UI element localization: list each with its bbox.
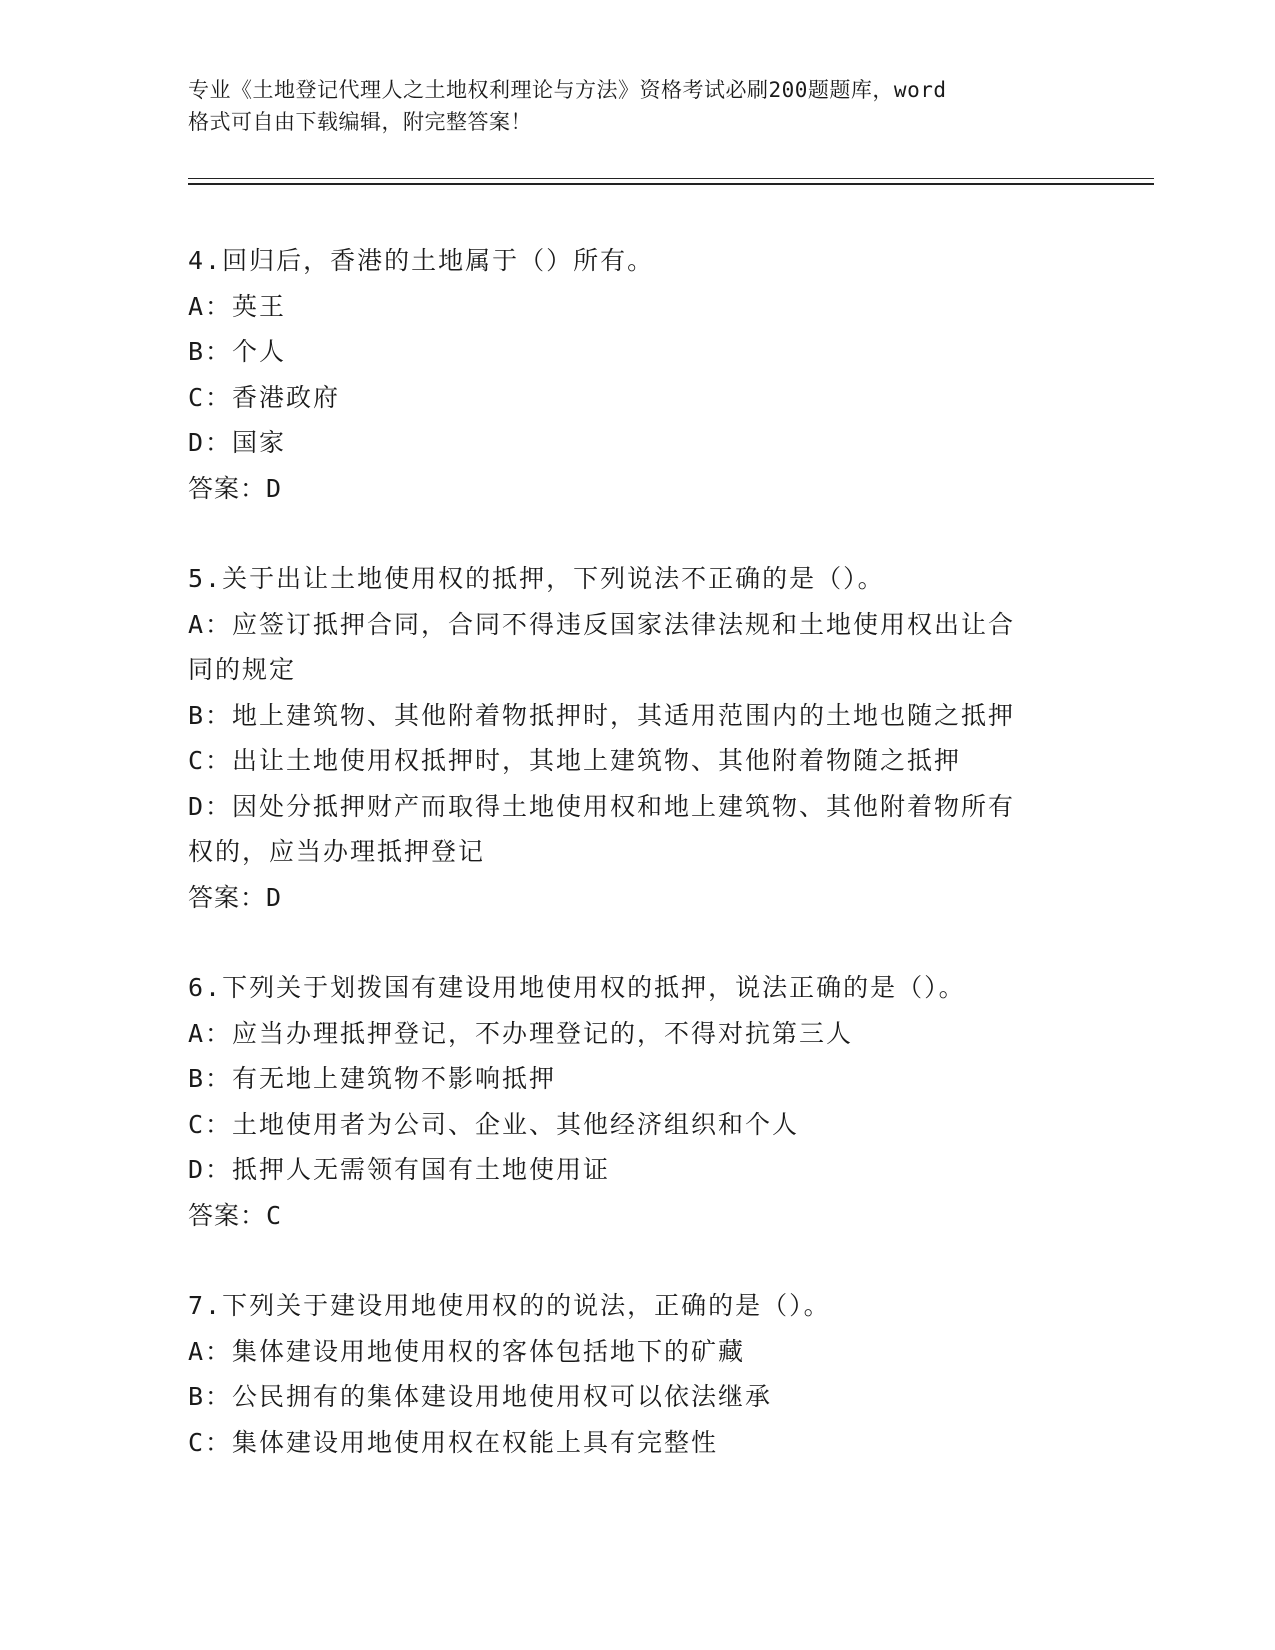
answer-value: D bbox=[266, 473, 283, 503]
option-c: C：出让土地使用权抵押时，其地上建筑物、其他附着物随之抵押 bbox=[188, 746, 962, 775]
answer-line bbox=[188, 466, 1088, 512]
answer-value: D bbox=[266, 882, 283, 912]
option-b: B：地上建筑物、其他附着物抵押时，其适用范围内的土地也随之抵押 bbox=[188, 700, 1016, 730]
option-c: C：香港政府 bbox=[188, 382, 341, 412]
question-spacer bbox=[188, 920, 1088, 965]
answer-label: 答案： bbox=[188, 882, 267, 912]
option-b: B：公民拥有的集体建设用地使用权可以依法继承 bbox=[188, 1382, 773, 1411]
question-list bbox=[188, 238, 1088, 1465]
option-d: D：因处分抵押财产而取得土地使用权和地上建筑物、其他附着物所有 bbox=[188, 791, 1016, 821]
question-spacer bbox=[188, 511, 1088, 556]
question-stem: 5.关于出让土地使用权的抵押，下列说法不正确的是（）。 bbox=[188, 564, 885, 593]
option-d: D：国家 bbox=[188, 428, 287, 457]
option-b: B：有无地上建筑物不影响抵押 bbox=[188, 1064, 557, 1093]
question-4 bbox=[188, 238, 1088, 511]
option-a-continued: 同的规定 bbox=[188, 655, 297, 684]
option-b: B：个人 bbox=[188, 337, 287, 366]
header-divider-thick bbox=[188, 183, 1154, 185]
question-6 bbox=[188, 965, 1088, 1238]
option-c: C：土地使用者为公司、企业、其他经济组织和个人 bbox=[188, 1109, 800, 1139]
question-7 bbox=[188, 1283, 1088, 1465]
document-header bbox=[188, 74, 1088, 138]
header-title-line-2: 格式可自由下载编辑，附完整答案！ bbox=[188, 110, 532, 134]
question-spacer bbox=[188, 1238, 1088, 1283]
answer-label: 答案： bbox=[188, 1200, 267, 1230]
question-5 bbox=[188, 556, 1088, 920]
question-stem: 7.下列关于建设用地使用权的的说法，正确的是（）。 bbox=[188, 1291, 831, 1320]
answer-line bbox=[188, 1193, 1088, 1239]
answer-value: C bbox=[266, 1200, 283, 1230]
option-a: A：应签订抵押合同，合同不得违反国家法律法规和土地使用权出让合 bbox=[188, 609, 1016, 639]
question-stem: 4.回归后，香港的土地属于（）所有。 bbox=[188, 246, 655, 275]
header-title-line-1: 专业《土地登记代理人之土地权利理论与方法》资格考试必刷200题题库，word bbox=[188, 78, 947, 102]
question-stem: 6.下列关于划拨国有建设用地使用权的抵押，说法正确的是（）。 bbox=[188, 973, 966, 1002]
header-divider-thin bbox=[188, 178, 1154, 179]
option-a: A：应当办理抵押登记，不办理登记的，不得对抗第三人 bbox=[188, 1018, 854, 1048]
option-a: A：集体建设用地使用权的客体包括地下的矿藏 bbox=[188, 1336, 746, 1366]
answer-label: 答案： bbox=[188, 473, 267, 503]
option-d-continued: 权的，应当办理抵押登记 bbox=[188, 837, 486, 866]
option-d: D：抵押人无需领有国有土地使用证 bbox=[188, 1155, 611, 1184]
option-a: A：英王 bbox=[188, 291, 287, 321]
answer-line bbox=[188, 875, 1088, 921]
option-c: C：集体建设用地使用权在权能上具有完整性 bbox=[188, 1427, 719, 1457]
